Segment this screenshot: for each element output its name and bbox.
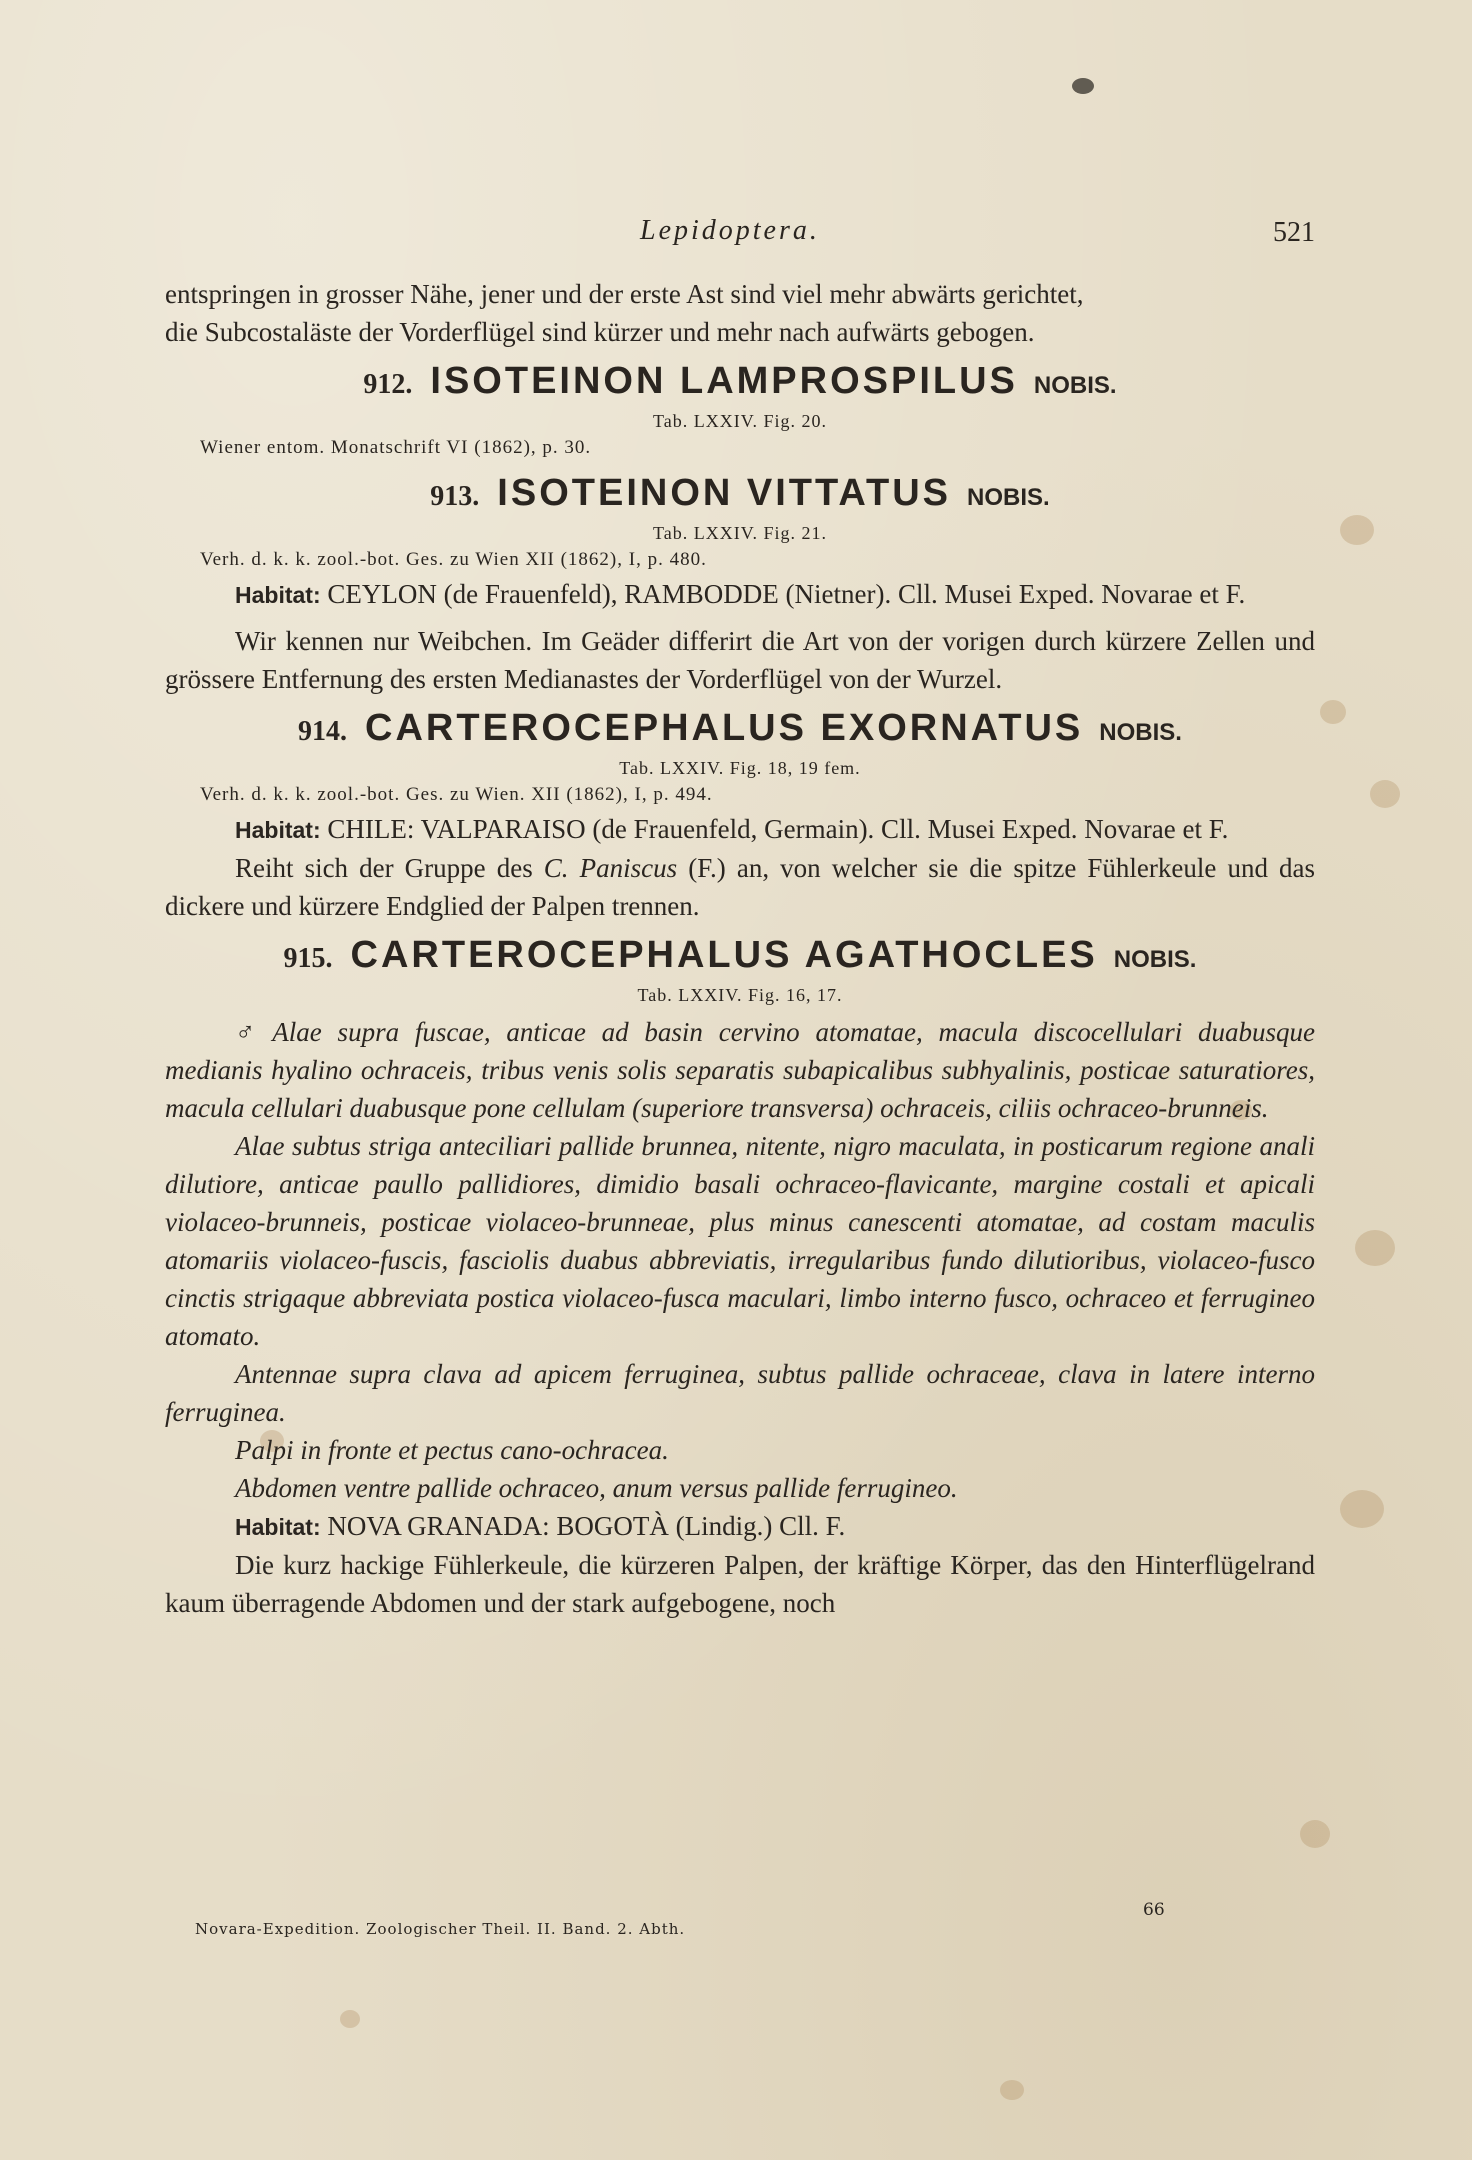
species-name: ISOTEINON VITTATUS bbox=[497, 472, 952, 514]
literature-reference: Verh. d. k. k. zool.-bot. Ges. zu Wien. XII (1862), I, p. 494. bbox=[200, 784, 713, 805]
latin-text: Alae supra fuscae, anticae ad basin cervino atomatae, macula discocellulari duabusque medianis hyalino ochraceis, tribus venis solis separatis subapicalibus subhyalinis, posticae saturatiores, macula cellulari duabusque pone cellulam (superiore transversa) ochraceis, ciliis ochraceo-brunneis. bbox=[165, 1017, 1316, 1123]
description-paragraph: Die kurz hackige Fühlerkeule, die kürzeren Palpen, der kräftige Körper, das den Hinterflügelrand kaum überragende Abdomen und der stark aufgebogene, noch bbox=[165, 1550, 1315, 1618]
habitat-label: Habitat: bbox=[235, 582, 321, 608]
male-symbol: ♂ bbox=[235, 1017, 265, 1047]
foxing-spot bbox=[1000, 2080, 1024, 2100]
intro-line-2: die Subcostaläste der Vorderflügel sind kürzer und mehr nach aufwärts gebogen. bbox=[165, 317, 1035, 347]
habitat-label: Habitat: bbox=[235, 817, 321, 843]
species-number: 915. bbox=[283, 943, 333, 974]
habitat-paragraph bbox=[165, 1507, 1315, 1546]
foxing-spot bbox=[1300, 1820, 1330, 1848]
habitat-label: Habitat: bbox=[235, 1514, 321, 1540]
description-paragraph bbox=[165, 849, 1315, 925]
latin-description-2: Alae subtus striga anteciliari pallide brunnea, nitente, nigro maculata, in posticarum regione anali dilutiore, anticae paullo pallidiores, dimidio basali ochraceo-flavicante, margine costali et apicali violaceo-brunneis, posticae violaceo-brunneae, plus minus canescenti atomatae, ad costam maculis atomariis violaceo-fuscis, fasciolis duabus abbreviatis, irregularibus fundo dilutioribus, violaceo-fusco cinctis strigaque abbreviata postica violaceo-fusca maculari, limbo interno fusco, ochraceo et ferrugineo atomato. bbox=[165, 1131, 1315, 1351]
literature-reference: Verh. d. k. k. zool.-bot. Ges. zu Wien XII (1862), I, p. 480. bbox=[200, 549, 707, 570]
footer-imprint: Novara-Expedition. Zoologischer Theil. II. Band. 2. Abth. bbox=[195, 1920, 686, 1938]
plate-reference: Tab. LXXIV. Fig. 20. bbox=[653, 411, 827, 431]
species-authority: NOBIS. bbox=[1099, 719, 1182, 746]
foxing-spot bbox=[1340, 1490, 1384, 1528]
species-authority: NOBIS. bbox=[1113, 946, 1197, 973]
foxing-spot bbox=[1320, 700, 1346, 724]
latin-description-5: Abdomen ventre pallide ochraceo, anum versus pallide ferrugineo. bbox=[235, 1473, 958, 1503]
foxing-spot bbox=[340, 2010, 360, 2028]
species-name: ISOTEINON LAMPROSPILUS bbox=[430, 360, 1018, 402]
description-paragraph: Wir kennen nur Weibchen. Im Geäder differirt die Art von der vorigen durch kürzere Zellen und grössere Entfernung des ersten Medianastes der Vorderflügel von der Wurzel. bbox=[165, 626, 1315, 694]
description-text: (F.) an, von welcher sie die spitze Fühlerkeule und das dickere und kürzere Endglied der Palpen trennen. bbox=[165, 853, 1315, 921]
species-authority: NOBIS. bbox=[967, 484, 1050, 511]
running-title: Lepidoptera. bbox=[640, 215, 820, 246]
intro-line-1: entspringen in grosser Nähe, jener und der erste Ast sind viel mehr abwärts gerichtet, bbox=[165, 279, 1084, 309]
foxing-spot bbox=[1355, 1230, 1395, 1266]
species-authority: NOBIS. bbox=[1033, 372, 1117, 399]
habitat-paragraph bbox=[165, 810, 1315, 849]
species-heading-913 bbox=[165, 473, 1315, 521]
species-number: 912. bbox=[363, 369, 413, 400]
foxing-spot bbox=[1340, 515, 1374, 545]
plate-reference: Tab. LXXIV. Fig. 16, 17. bbox=[637, 985, 843, 1005]
habitat-text: CHILE: VALPARAISO (de Frauenfeld, Germain). Cll. Musei Exped. Novarae et F. bbox=[327, 814, 1229, 844]
running-head bbox=[165, 215, 1315, 255]
plate-reference: Tab. LXXIV. Fig. 21. bbox=[653, 523, 827, 543]
species-number: 914. bbox=[298, 716, 348, 747]
habitat-text: CEYLON (de Frauenfeld), RAMBODDE (Nietner). Cll. Musei Exped. Novarae et F. bbox=[327, 579, 1246, 609]
species-citation: C. Paniscus bbox=[543, 853, 678, 883]
ink-blot bbox=[1072, 78, 1094, 94]
page-body bbox=[165, 215, 1315, 1622]
species-heading-914 bbox=[165, 708, 1315, 756]
page-number: 521 bbox=[1273, 217, 1315, 248]
habitat-text: NOVA GRANADA: BOGOTÀ (Lindig.) Cll. F. bbox=[327, 1511, 846, 1541]
literature-reference: Wiener entom. Monatschrift VI (1862), p. 30. bbox=[200, 437, 592, 458]
species-name: CARTEROCEPHALUS EXORNATUS bbox=[365, 707, 1084, 749]
latin-description-4: Palpi in fronte et pectus cano-ochracea. bbox=[235, 1435, 669, 1465]
species-heading-915 bbox=[165, 935, 1315, 983]
signature-mark: 66 bbox=[1143, 1900, 1165, 1920]
latin-description-1 bbox=[165, 1013, 1315, 1127]
species-number: 913. bbox=[430, 481, 480, 512]
latin-description-3: Antennae supra clava ad apicem ferruginea, subtus pallide ochraceae, clava in latere interno ferruginea. bbox=[165, 1359, 1315, 1427]
habitat-paragraph bbox=[165, 575, 1315, 614]
species-heading-912 bbox=[165, 361, 1315, 409]
description-text: Reiht sich der Gruppe des bbox=[235, 853, 533, 883]
foxing-spot bbox=[1370, 780, 1400, 808]
plate-reference: Tab. LXXIV. Fig. 18, 19 fem. bbox=[619, 758, 861, 778]
species-name: CARTEROCEPHALUS AGATHOCLES bbox=[350, 934, 1098, 976]
